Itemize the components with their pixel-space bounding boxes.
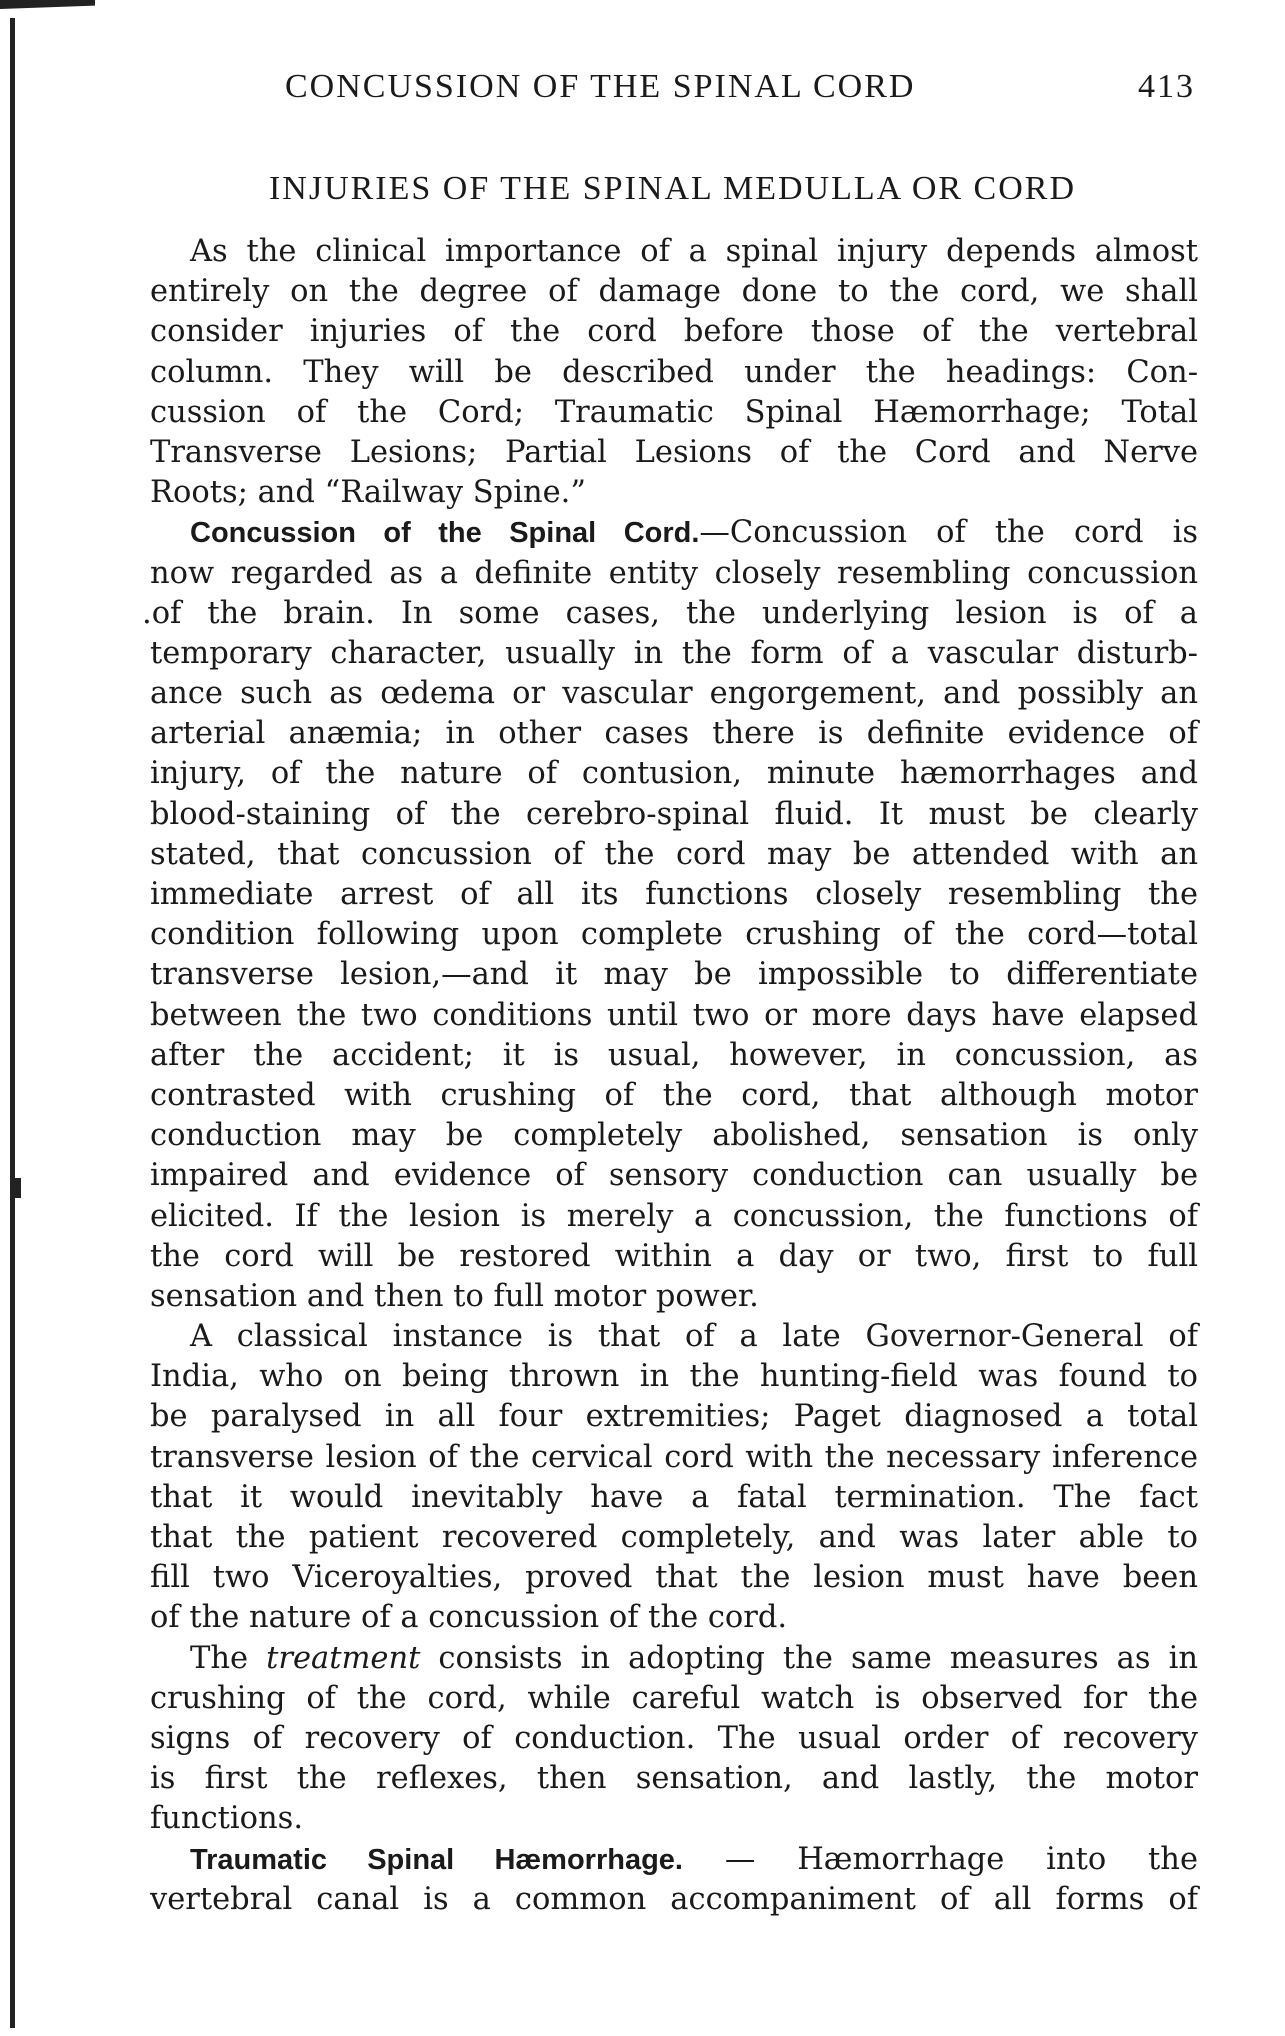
text-line: India, who on being thrown in the hunting-field was found to bbox=[150, 1359, 1198, 1395]
page-binding-edge bbox=[0, 0, 26, 2036]
text-line: Roots; and “Railway Spine.” bbox=[150, 475, 586, 511]
text-line: between the two conditions until two or more days have elapsed bbox=[150, 997, 1198, 1033]
text-line bbox=[150, 1639, 1198, 1679]
text-line: contrasted with crushing of the cord, that although motor bbox=[150, 1077, 1198, 1113]
text-line: now regarded as a definite entity closely resembling concussion bbox=[150, 555, 1198, 591]
text-line: of the nature of a concussion of the cord. bbox=[150, 1600, 788, 1636]
running-head-title: CONCUSSION OF THE SPINAL CORD bbox=[285, 68, 916, 105]
run-in-heading: Traumatic Spinal Hæmorrhage. bbox=[190, 1843, 683, 1876]
paragraph bbox=[150, 1317, 1198, 1639]
text-line: signs of recovery of conduction. The usual order of recovery bbox=[150, 1720, 1198, 1756]
text-line: Transverse Lesions; Partial Lesions of the Cord and Nerve bbox=[150, 434, 1198, 470]
text-line: consider injuries of the cord before those of the vertebral bbox=[150, 314, 1198, 350]
text-line: stated, that concussion of the cord may be attended with an bbox=[150, 836, 1198, 872]
text-line: injury, of the nature of contusion, minute hæmorrhages and bbox=[150, 756, 1198, 792]
text-line: entirely on the degree of damage done to the cord, we shall bbox=[150, 274, 1198, 310]
paragraph bbox=[150, 1840, 1198, 1920]
text-line: As the clinical importance of a spinal injury depends almost bbox=[190, 234, 1198, 269]
paragraph bbox=[142, 513, 1198, 1317]
section-heading: INJURIES OF THE SPINAL MEDULLA OR CORD bbox=[268, 170, 1077, 207]
text-line: impaired and evidence of sensory conduction can usually be bbox=[150, 1158, 1198, 1194]
text-line: fill two Viceroyalties, proved that the lesion must have been bbox=[150, 1560, 1198, 1596]
text-line: vertebral canal is a common accompaniment of all forms of bbox=[150, 1881, 1198, 1917]
text-run: consists in adopting the same measures as in bbox=[420, 1640, 1199, 1676]
text-line: .of the brain. In some cases, the underlying lesion is of a bbox=[142, 595, 1198, 631]
text-line: transverse lesion,—and it may be impossible to differentiate bbox=[150, 957, 1198, 993]
text-line bbox=[150, 513, 1198, 553]
text-line: conduction may be completely abolished, sensation is only bbox=[150, 1118, 1198, 1154]
text-line: condition following upon complete crushing of the cord—total bbox=[150, 917, 1198, 953]
text-line: the cord will be restored within a day or two, first to full bbox=[150, 1238, 1198, 1274]
text-line: that the patient recovered completely, and was later able to bbox=[150, 1520, 1198, 1555]
text-line: is first the reflexes, then sensation, and lastly, the motor bbox=[150, 1761, 1198, 1797]
text-run: The bbox=[190, 1640, 267, 1676]
text-line: A classical instance is that of a late Governor-General of bbox=[190, 1319, 1198, 1355]
paragraph bbox=[150, 1639, 1198, 1840]
text-run: — Hæmorrhage into the bbox=[683, 1841, 1199, 1877]
text-line: cussion of the Cord; Traumatic Spinal Hæmorrhage; Total bbox=[150, 394, 1198, 430]
text-line: crushing of the cord, while careful watch is observed for the bbox=[150, 1680, 1198, 1716]
text-line: ance such as œdema or vascular engorgement, and possibly an bbox=[150, 676, 1198, 712]
text-line: functions. bbox=[150, 1801, 304, 1837]
running-head bbox=[150, 68, 1195, 116]
text-line: be paralysed in all four extremities; Paget diagnosed a total bbox=[150, 1399, 1198, 1435]
text-line: blood-staining of the cerebro-spinal fluid. It must be clearly bbox=[150, 796, 1198, 832]
italic-term: treatment bbox=[266, 1640, 421, 1676]
text-line: column. They will be described under the headings: Con- bbox=[150, 354, 1198, 390]
text-line bbox=[150, 1840, 1198, 1880]
run-in-heading: Concussion of the Spinal Cord. bbox=[190, 517, 700, 550]
text-line: sensation and then to full motor power. bbox=[150, 1278, 759, 1314]
text-line: immediate arrest of all its functions closely resembling the bbox=[150, 877, 1198, 912]
page-number: 413 bbox=[1138, 68, 1195, 105]
text-line: arterial anæmia; in other cases there is definite evidence of bbox=[150, 716, 1198, 752]
text-line: elicited. If the lesion is merely a concussion, the functions of bbox=[150, 1198, 1198, 1234]
text-line: that it would inevitably have a fatal termination. The fact bbox=[150, 1479, 1198, 1515]
text-run: —Concussion of the cord is bbox=[699, 515, 1198, 551]
body-text bbox=[142, 232, 1199, 1920]
text-line: transverse lesion of the cervical cord with the necessary inference bbox=[150, 1439, 1198, 1475]
paragraph bbox=[150, 232, 1198, 513]
text-line: after the accident; it is usual, however, in concussion, as bbox=[150, 1037, 1198, 1073]
text-line: temporary character, usually in the form of a vascular disturb- bbox=[150, 635, 1198, 671]
